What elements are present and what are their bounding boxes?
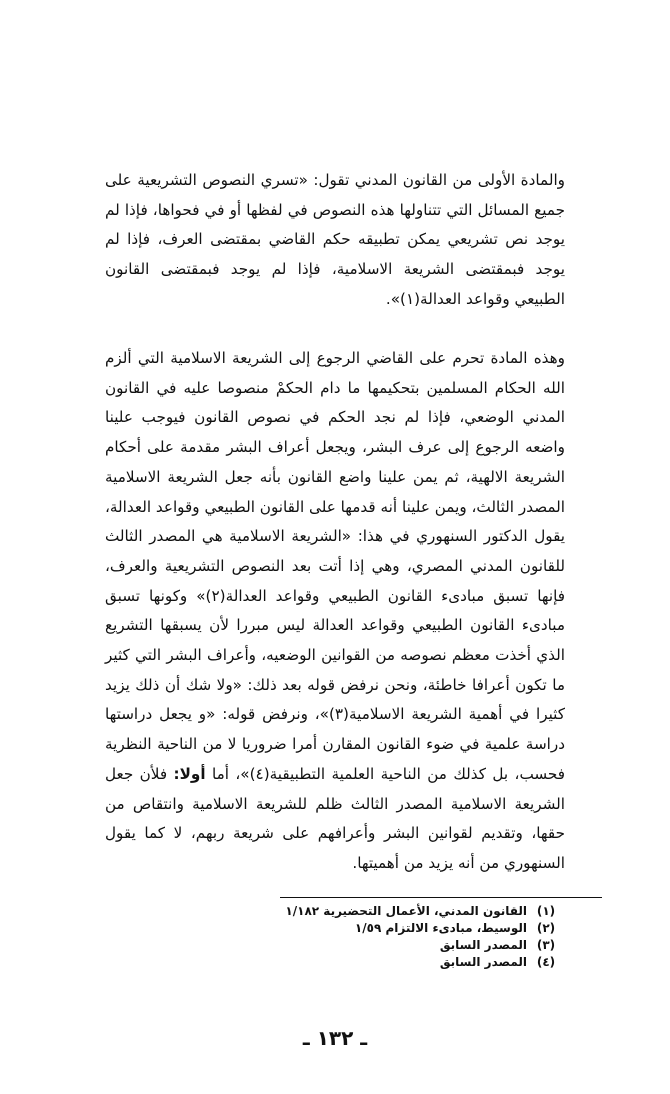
footnote-text: المصدر السابق [439, 955, 527, 969]
paragraph-2-bold-first: أولا: [173, 764, 206, 783]
footnote-3 [245, 937, 565, 954]
paragraph-2-text [105, 344, 565, 879]
footnote-text: القانون المدني، الأعمال التحضيرية ١/١٨٢ [285, 904, 527, 918]
footnote-4 [245, 954, 565, 971]
body-paragraph-1 [105, 166, 565, 315]
page-number: ـ ١٣٢ ـ [302, 1026, 368, 1050]
paragraph-2-part-1: وهذه المادة تحرم على القاضي الرجوع إلى الشريعة الاسلامية التي ألزم الله الحكام المسلمين بتحكيمها ما دام الحكمْ منصوصا عليه في القانون المدني الوضعي، فإذا لم نجد الحكم في نصوص القانون فيوجب علينا واضعه الرجوع إلى عرف البشر، ويجعل أعراف البشر مقدمة على أحكام الشريعة الالهية، ثم يمن علينا واضع القانون بأنه جعل الشريعة الاسلامية المصدر الثالث، ويمن علينا أنه قدمها على القانون الطبيعي وقواعد العدالة، يقول الدكتور السنهوري في هذا: «الشريعة الاسلامية هي المصدر الثالث للقانون المدني المصري، وهي إذا أتت بعد النصوص التشريعية والعرف، فإنها تسبق مبادىء القانون الطبيعي وقواعد العدالة(٢)» وكونها تسبق مبادىء القانون الطبيعي وقواعد العدالة ليس مبررا لأن يسبقها التشريع الذي أخذت معظم نصوصه من القوانين الوضعيه، وأعراف البشر التي كثير ما تكون أعرافا خاطئة، ونحن نرفض قوله بعد ذلك: «ولا شك أن ذلك يزيد كثيرا في أهمية الشريعة الاسلامية(٣)»، ونرفض قوله: «و يجعل دراستها دراسة علمية في ضوء القانون المقارن أمرا ضروريا لا من الناحية النظرية فحسب، بل كذلك من الناحية العلمية التطبيقية(٤)»، أما [105, 349, 565, 783]
footnote-text: الوسيط، مبادىء الالتزام ١/٥٩ [354, 921, 527, 935]
footnote-number: (٤) [536, 955, 556, 969]
footnote-2 [245, 920, 565, 937]
paragraph-2-part-2: فلأن جعل الشريعة الاسلامية المصدر الثالث ظلم للشريعة الاسلامية وانتقاص من حقها، وتقديم لقوانين البشر وأعرافهم على شريعة ربهم، لا كما يقول السنهوري من أنه يزيد من أهميتها. [105, 764, 565, 872]
footnote-divider [280, 897, 602, 898]
body-paragraph-2 [105, 344, 565, 879]
footnotes-section [245, 903, 565, 971]
footnote-1 [245, 903, 565, 920]
footnote-text: المصدر السابق [439, 938, 527, 952]
footnote-number: (٢) [536, 921, 556, 935]
paragraph-1-text: والمادة الأولى من القانون المدني تقول: «تسري النصوص التشريعية على جميع المسائل التي تتناولها هذه النصوص في لفظها أو في فحواها، فإذا لم يوجد نص تشريعي يمكن تطبيقه حكم القاضي بمقتضى العرف، فإذا لم يوجد فبمقتضى الشريعة الاسلامية، فإذا لم يوجد فبمقتضى القانون الطبيعي وقواعد العدالة(١)». [105, 171, 565, 308]
footnote-number: (١) [536, 904, 556, 918]
footnote-number: (٣) [536, 938, 556, 952]
